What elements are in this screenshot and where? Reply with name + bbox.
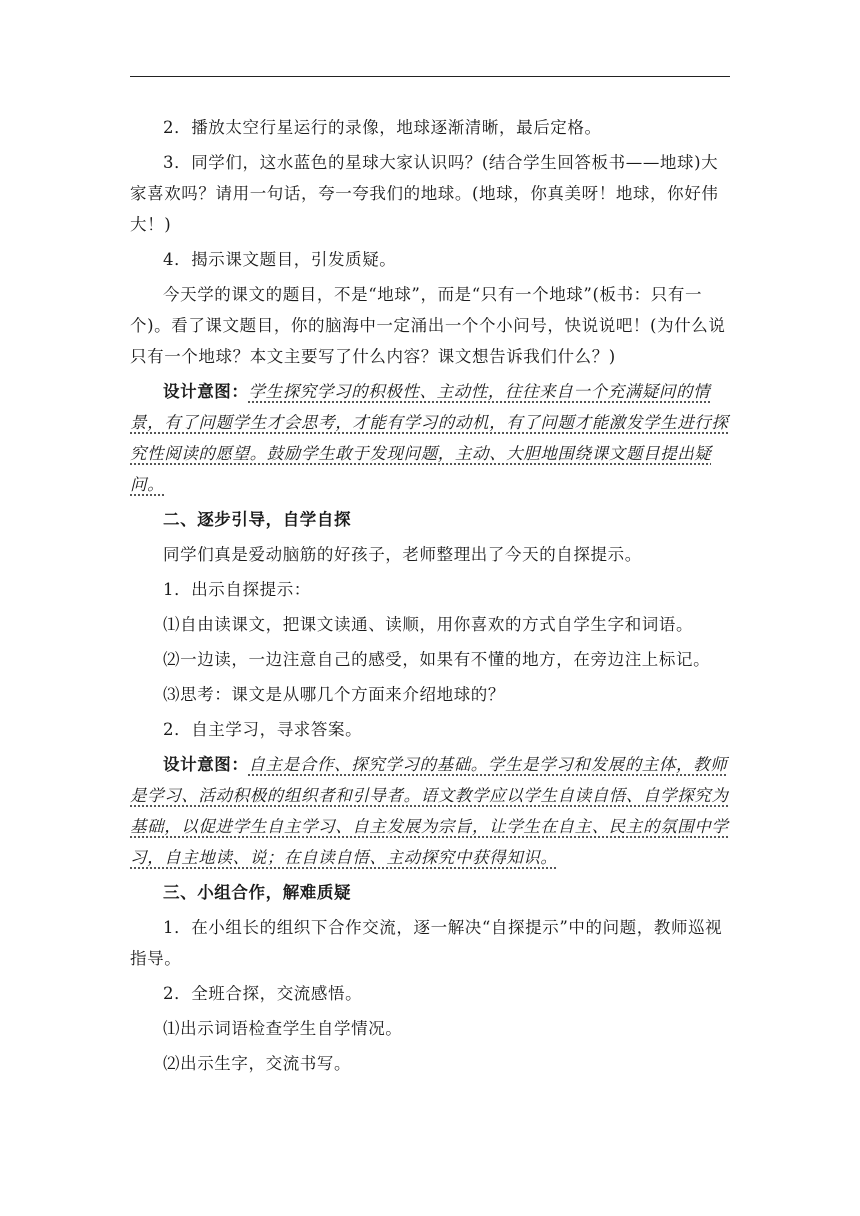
paragraph: 2．自主学习，寻求答案。 bbox=[163, 720, 363, 739]
list-item: ⑴自由读课文，把课文读通、读顺，用你喜欢的方式自学生字和词语。 bbox=[163, 615, 694, 634]
paragraph: 3．同学们，这水蓝色的星球大家认识吗？(结合学生回答板书——地球)大家喜欢吗？请用一句话，夸一夸我们的地球。(地球，你真美呀！地球，你好伟大！) bbox=[130, 153, 719, 234]
paragraph: 2．全班合探，交流感悟。 bbox=[163, 984, 363, 1003]
paragraph: 1．在小组长的组织下合作交流，逐一解决“自探提示”中的问题，教师巡视指导。 bbox=[130, 918, 723, 968]
list-item: ⑵一边读，一边注意自己的感受，如果有不懂的地方，在旁边注上标记。 bbox=[163, 650, 711, 669]
paragraph: 1．出示自探提示： bbox=[163, 580, 311, 599]
paragraph: 今天学的课文的题目，不是“地球”，而是“只有一个地球”(板书：只有一个)。看了课文题目，你的脑海中一定涌出一个个小问号，快说说吧！(为什么说只有一个地球？本文主要写了什么内容？课文想告诉我们什么？) bbox=[130, 285, 726, 366]
paragraph: 同学们真是爱动脑筋的好孩子，老师整理出了今天的自探提示。 bbox=[163, 545, 642, 564]
design-intent-label: 设计意图： bbox=[163, 755, 249, 774]
design-intent-2 bbox=[130, 749, 730, 873]
list-item: ⑶思考：课文是从哪几个方面来介绍地球的？ bbox=[163, 685, 505, 704]
design-intent-text: 自主是合作、探究学习的基础。学生是学习和发展的主体，教师是学习、活动积极的组织者和引导者。语文教学应以学生自读自悟、自学探究为基础，以促进学生自主学习、自主发展为宗旨，让学生在自主、民主的氛围中学习，自主地读、说；在自读自悟、主动探究中获得知识。 bbox=[130, 755, 729, 867]
paragraph: 2．播放太空行星运行的录像，地球逐渐清晰，最后定格。 bbox=[163, 118, 602, 137]
document-body bbox=[130, 112, 730, 1083]
design-intent-label: 设计意图： bbox=[163, 382, 249, 401]
list-item: ⑴出示词语检查学生自学情况。 bbox=[163, 1019, 403, 1038]
section-heading-2: 二、逐步引导，自学自探 bbox=[163, 510, 352, 529]
design-intent-text: 学生探究学习的积极性、主动性，往往来自一个充满疑问的情景，有了问题学生才会思考，才能有学习的动机，有了问题才能激发学生进行探究性阅读的愿望。鼓励学生敢于发现问题，主动、大胆地围绕课文题目提出疑问。 bbox=[130, 382, 729, 494]
section-heading-3: 三、小组合作，解难质疑 bbox=[163, 883, 352, 902]
paragraph: 4．揭示课文题目，引发质疑。 bbox=[163, 250, 397, 269]
header-rule bbox=[130, 76, 730, 77]
list-item: ⑵出示生字，交流书写。 bbox=[163, 1054, 352, 1073]
design-intent-1 bbox=[130, 376, 730, 500]
